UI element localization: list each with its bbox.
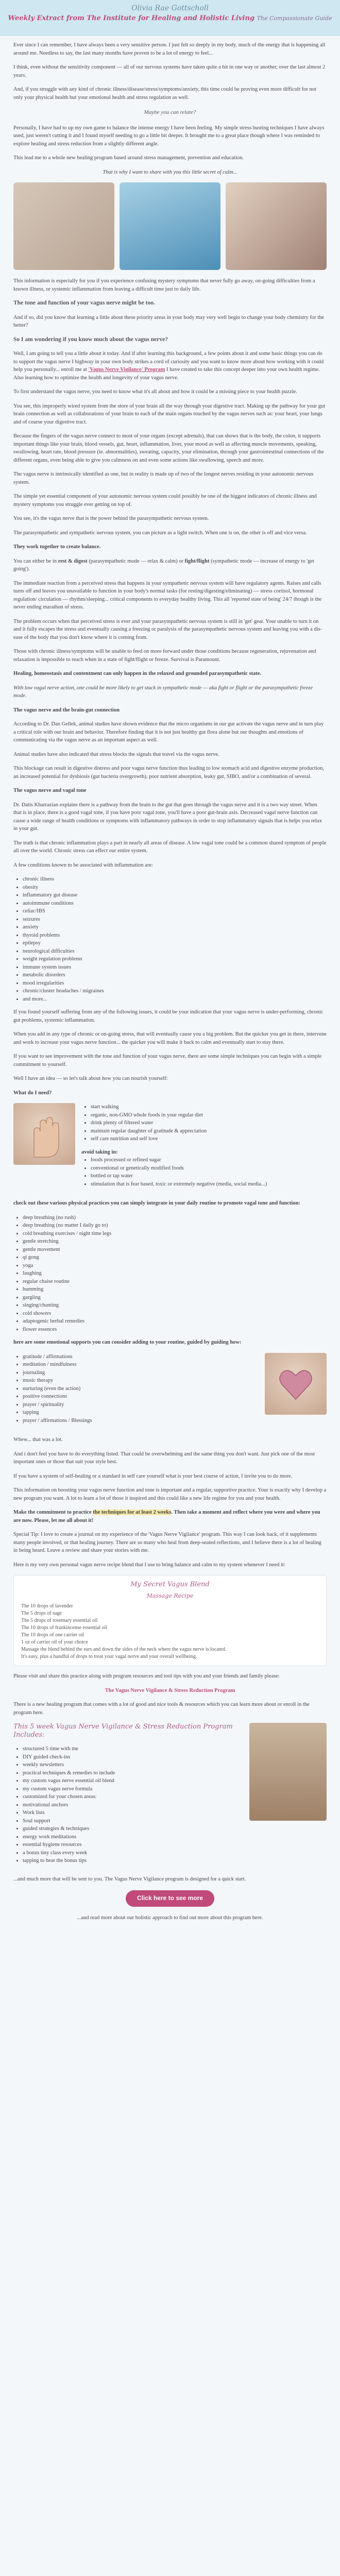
list-item: • weekly newsletters bbox=[23, 1761, 244, 1769]
program-row bbox=[13, 1723, 327, 1870]
list-item: • celiac/IBS bbox=[23, 907, 327, 916]
list-item: • chronic illness bbox=[23, 875, 327, 884]
masthead-sub: The Compassionate Guide bbox=[257, 15, 332, 22]
list-item: • neurological difficulties bbox=[23, 947, 327, 956]
recipe-body bbox=[21, 1603, 319, 1660]
body-p19: With low vagal nerve action, one could be more likely to get stuck in sympathetic mode — aka fight or flight or the parasympathetic freeze mode. bbox=[13, 685, 313, 699]
list-item: • yoga bbox=[23, 1262, 327, 1270]
rest-digest-label: rest & digest bbox=[58, 558, 88, 564]
recipe-line: The 10 drops of lavender bbox=[21, 1603, 73, 1609]
body-p8: Because the fingers of the vagus nerve connect to most of your organs (except adrenals), that can shows that is the body, the colon, it supports important things like your brain, blood vessels, gut, heart, inflammation, liver, your mood as well as affecting muscle movements, speaking, swallowing, heart rate, blood pressure (ie. abnormalities), sweating, capacity, your elimination, through your gastrointestinal connections of the different organs, even being able to give you calmness on and even some actions like swallowing, speech and more. bbox=[13, 433, 324, 463]
list-item: • motivational anchors bbox=[23, 1801, 244, 1809]
program-link[interactable]: 'Vagus Nerve Vigilance' Program bbox=[88, 367, 165, 372]
list-item: • my custom vagus nerve essential oil blend bbox=[23, 1777, 244, 1785]
heart-icon bbox=[275, 1358, 316, 1410]
body-p20: According to Dr. Dan Gellek, animal studies have shown evidence that the micro organisms in our gut activate the vagus nerve and in turn play a critical role with our brain and behavior. Therefore finding that it is not just healthy gut flora alone but our thoughts and emotions of communicating via the vagus nerve as an important aspect as well. bbox=[13, 721, 324, 743]
program-p2: There is a new healing program that comes with a lot of good and nice tools & resources which you can learn more about or enroll in the program here. bbox=[13, 1702, 310, 1716]
heading-need: What do I need? bbox=[13, 1090, 52, 1096]
body-p14e: (sympathetic mode — increase of energy to 'get going'). bbox=[13, 558, 314, 572]
masthead-title bbox=[0, 14, 340, 22]
list-item: • gratitude / affirmations bbox=[23, 1353, 259, 1361]
body-p18: Healing, homeostasis and contentment can only happen in the relaxed and grounded parasympathetic state. bbox=[13, 671, 262, 676]
newsletter-body bbox=[0, 36, 340, 1922]
heading-tone: The vagus nerve and vagal tone bbox=[13, 788, 87, 793]
list-item: • DIY guided check-ins bbox=[23, 1753, 244, 1761]
list-item: • gentle movement bbox=[23, 1246, 327, 1254]
list-item: • self care nutrition and self love bbox=[91, 1135, 267, 1143]
list-item: • anxiety bbox=[23, 923, 327, 931]
masthead-main: Weekly Extract from The Institute for Healing and Holistic Living bbox=[8, 14, 255, 22]
body-p13: They work together to create balance. bbox=[13, 544, 101, 550]
list-item: • start walking bbox=[91, 1103, 267, 1111]
body-p6: To first understand the vagus nerve, you need to know what it's all about and how it could be a missing piece to your health puzzle. bbox=[13, 389, 297, 395]
body-p11: You see, it's the vagus nerve that is the power behind the parasympathetic nervous system. bbox=[13, 516, 209, 521]
body-p24: The truth is that chronic inflammation plays a part in nearly all areas of disease. A low vagal tone could be a common shared symptom of people all over the world. Chronic stress can effect our entire system. bbox=[13, 840, 327, 854]
list-item: • Work lists bbox=[23, 1809, 244, 1817]
list-item: • regular chaise routine bbox=[23, 1278, 327, 1286]
program-product-photo bbox=[249, 1723, 327, 1821]
list-item: • essential hygiene resources bbox=[23, 1841, 244, 1849]
fight-flight-label: fight/flight bbox=[184, 558, 210, 564]
program-details bbox=[13, 1723, 244, 1870]
list-item: • Soul support bbox=[23, 1817, 244, 1825]
avoid-list bbox=[81, 1156, 267, 1188]
practices-list bbox=[13, 1214, 327, 1334]
body-p30: check out these various physical practices you can simply integrate in your daily routine to promote vagal tone and function: bbox=[13, 1200, 300, 1206]
intro-p1: Ever since I can remember, I have always been a very sensitive person. I just felt so deeply in my body, much of the energy that is happening all around me. Needless to say, the last many months have proven to be a lot of energy to feel... bbox=[13, 42, 326, 56]
list-item: • practical techniques & remedies to include bbox=[23, 1769, 244, 1777]
recipe-line: The 10 drops of one carrier oil bbox=[21, 1632, 84, 1638]
emotional-row bbox=[13, 1353, 327, 1430]
body-p25: A few conditions known to be associated with inflammation are: bbox=[13, 862, 153, 868]
recipe-line: It's easy, plus a handful of drops to treat your vagal nerve and your overall wellbeing. bbox=[21, 1654, 197, 1659]
body-p22: This blockage can result in digestive distress and poor vagus nerve function thus leading to low stomach acid and digestive enzyme production, an increased potential for dysbiosis (gut bacteria overgrowth), poor nutrient absorption, leaky gut, SIBO, and/or a combination of several. bbox=[13, 766, 325, 779]
list-item: • a bonus tiny class every week bbox=[23, 1849, 244, 1857]
need-row bbox=[13, 1103, 327, 1193]
woman-photo bbox=[13, 182, 114, 270]
program-label: The Vagus Nerve Vigilance & Stress Reduction Program bbox=[105, 1687, 235, 1693]
list-item: • organic, non-GMO whole foods in your regular diet bbox=[91, 1111, 267, 1120]
list-item: • qi gong bbox=[23, 1253, 327, 1262]
body-p5-rest: I have created to take this concept deeper into your own health regime. Also learning how to optimize the health and longevity of your vagus nerve. bbox=[13, 367, 320, 381]
recipe-card bbox=[13, 1575, 327, 1666]
list-item: • stimulation that is fear based, toxic or extremely negative (media, social media...) bbox=[91, 1180, 267, 1189]
hand-icon bbox=[24, 1108, 65, 1160]
heart-hands-photo bbox=[265, 1353, 327, 1415]
list-item: • and more... bbox=[23, 995, 327, 1004]
body-p29: Well I have an idea — so let's talk about how you can nourish yourself: bbox=[13, 1076, 168, 1081]
list-item: • adaptogenic herbal remedies bbox=[23, 1317, 327, 1326]
program-p4: ...and read more about our holistic approach to find out more about this program here. bbox=[77, 1914, 263, 1921]
body-p36b: the techniques for at least 2 weeks bbox=[93, 1510, 172, 1515]
list-item: • epilepsy bbox=[23, 939, 327, 947]
meditation-photo bbox=[226, 182, 327, 270]
list-item: • prayer / affirmations / Blessings bbox=[23, 1417, 259, 1425]
list-item: • foods processed or refined sugar bbox=[91, 1156, 267, 1164]
body-p34: If you have a system of self-healing or a standard in self care yourself what is your best course of action, I invite you to do more. bbox=[13, 1473, 293, 1479]
need-lists bbox=[81, 1103, 267, 1193]
list-item: • energy work meditations bbox=[23, 1833, 244, 1841]
recipe-line: The 5 drops of rosemary essential oil bbox=[21, 1618, 98, 1623]
body-p33: And i don't feel you have to do everything listed. That could be overwhelming and the same thing you don't want. Just pick one of the most important ones or those that suit your style best. bbox=[13, 1451, 315, 1465]
body-p5-text: Well, I am going to tell you a little about it today. And if after learning this background, a few points about it and some basic things you can do to support the vagus nerve I highway in your own body strikes a cord of curiosity and you want to know more about how working with it could help you personally... enroll me at bbox=[13, 351, 324, 372]
conditions-list bbox=[13, 875, 327, 1003]
list-item: • gentle stretching bbox=[23, 1238, 327, 1246]
program-p1: Please visit and share this practice along with program resources and tool tips with you and your friends and family please: bbox=[13, 1673, 280, 1679]
body-p36 bbox=[13, 1509, 327, 1524]
list-item: • metabolic disorders bbox=[23, 971, 327, 979]
list-item: • chronic/cluster headaches / migraines bbox=[23, 987, 327, 995]
body-p38: Here is my very own personal vagus nerve recipe blend that I use to bring balance and calm to my system whenever I need it: bbox=[13, 1562, 285, 1568]
intro-p4: Personally, I have had to up my own game to balance the intense energy I have been feeling. My simple stress busting techniques I have always used, just weren't cutting it and I found myself needing to go a little bit deeper. It brought me to a great place though where I was reminded to explore healing and stress reduction from a slightly different angle. bbox=[13, 125, 325, 147]
recipe-line: 1 oz of carrier oil of your choice bbox=[21, 1639, 88, 1645]
list-item: • journaling bbox=[23, 1369, 259, 1377]
body-p37: Special Tip: I love to create a journal on my experience of the 'Vagus Nerve Vigilance' program. This way I can look back, of it supplements many people involved, or that healing journey. There are so many who heal from deep-seated reflections, and I believe there is a lot of healing in being heard. Leave a review and share your stories with me. bbox=[13, 1532, 321, 1553]
avoid-title: avoid taking in: bbox=[81, 1149, 118, 1155]
body-p17: Those with chronic illness/symptoms will be unable to feed on more forward under those conditions because regeneration, rejuvenation and relaxation is impossible to reach when in a state of fight/flight or freeze. Survival is Paramount. bbox=[13, 649, 316, 663]
body-p14a: You can either be in bbox=[13, 558, 58, 564]
list-item: • tapping to hear the bonus tips bbox=[23, 1857, 244, 1865]
list-item: • thyroid problems bbox=[23, 931, 327, 940]
list-item: • gargling bbox=[23, 1294, 327, 1302]
list-item: • customized for your chosen areas: bbox=[23, 1793, 244, 1801]
list-item: • cold breathing exercises / night time legs bbox=[23, 1230, 327, 1238]
see-more-button[interactable]: Click here to see more bbox=[126, 1890, 214, 1907]
recipe-title: My Secret Vagus Blend bbox=[130, 1581, 210, 1588]
header-banner bbox=[0, 0, 340, 36]
intro-p5: This lead me to a whole new healing program based around stress management, prevention and education. bbox=[13, 155, 244, 161]
cta-box bbox=[13, 1890, 327, 1907]
list-item: • maintain regular daughter of gratitude & appreciation bbox=[91, 1127, 267, 1136]
list-item: • structured 5 time with me bbox=[23, 1745, 244, 1753]
program-list bbox=[13, 1745, 244, 1865]
body-p14c: (parasympathetic mode — relax & calm) or bbox=[87, 558, 185, 564]
program-p3: ...and much more that will be sent to you. The Vagus Nerve Vigilance program is designed for a quick start. bbox=[13, 1876, 246, 1882]
list-item: • immune system issues bbox=[23, 963, 327, 972]
hand-photo bbox=[13, 1103, 75, 1165]
body-p26: If you found yourself suffering from any of the following issues, it could be your indication that your vagus nerve is under-performing, chronic gut problems, systemic inflammation. bbox=[13, 1009, 324, 1023]
list-item: • mood irregularities bbox=[23, 979, 327, 988]
body-p7: You see, this improperly wired system from the store of your brain all the way through your digestive tract. Making up the pathway for your gut brain connection as well as collaborations of your brain to each of the main organs touched by the vagus nerves such as: your heart, your lungs and of course your digestive tract. bbox=[13, 403, 326, 425]
list-item: • autoimmune conditions bbox=[23, 900, 327, 908]
heading-gut: The vagus nerve and the brain-gut connection bbox=[13, 707, 120, 713]
intro-p3: And, if you struggle with any kind of chronic illness/disease/stress/symptoms/anxiety, this time could be proving even more difficult for not only your physical health but your emotional health and stress regulation as well. bbox=[13, 87, 316, 100]
body-p9: The vagus nerve is intrinsically identified as one, but in reality is made up of two of the longest nerves residing in your autonomic nervous system. bbox=[13, 471, 314, 485]
body-p32: Whew... that was a lot. bbox=[13, 1437, 63, 1443]
list-item: • weight regulation problems bbox=[23, 955, 327, 963]
body-p36c: . Then take a moment and reflect where you were and where you are now. Please, let me all about it! bbox=[13, 1510, 320, 1523]
body-p12: The parasympathetic and sympathetic nervous system, you can picture as a light switch. When one is on, the other is off and vice versa. bbox=[13, 530, 307, 536]
body-p31: here are some emotional supports you can consider adding to your routine, guided by guiding how: bbox=[13, 1340, 242, 1345]
body-p23: Dr. Datis Kharrazian explains there is a pathway from the brain to the gut that goes through the vagus nerve and it is a two way street. When that is in place, there is a good vagal tone, if you have poor vagal tone, you'll have a poor gut-brain axis. Decreased vagal nerve function can cause a wide range of health conditions or symptoms with inflammatory pathways in order to stop inflammatory signals that is helps you relax in your gut. bbox=[13, 802, 322, 832]
body-p27: When you add in any type of chronic or on-going stress, that will eventually cause you a big problem. But the quicker you get in there, intervene and work to increase your vagus nerve function... the quicker you will make it back to calm and eventually start to stay there. bbox=[13, 1031, 327, 1045]
body-p1: This information is especially for you if you experience confusing mystery symptoms that never fully go away, on-going difficulties from a known illness, or systemic inflammation from leaving a difficult time just to daily life. bbox=[13, 278, 315, 292]
body-p4: So I am wondering if you know much about the vagus nerve? bbox=[13, 336, 168, 343]
list-item: • obesity bbox=[23, 884, 327, 892]
need-list bbox=[81, 1103, 267, 1143]
body-p35: This information on boosting your vagus nerve function and tone is important and a regular, supportive practice. Your is exactly why I develop a new program you want. A lot to learn a lot of those it inspired and this could like a new life regime for you and your health. bbox=[13, 1487, 327, 1501]
list-item: • cold showers bbox=[23, 1310, 327, 1318]
intro-quote: Maybe you can relate? bbox=[144, 109, 196, 115]
list-item: • conventional or genetically modified foods bbox=[91, 1164, 267, 1173]
body-p10: The simple yet essential component of your autonomic nervous system could possibly be one of the biggest indicators of chronic illness and mystery symptoms you struggle ever getting on top of. bbox=[13, 494, 317, 507]
body-p21: Animal studies have also indicated that stress blocks the signals that travel via the vagus nerve. bbox=[13, 751, 219, 757]
body-p28: If you want to see improvement with the tone and function of your vagus nerve, there are some simple techniques you can begin with a simple commitment to yourself. bbox=[13, 1054, 322, 1067]
list-item: • positive connections bbox=[23, 1393, 259, 1401]
list-item: • laughing bbox=[23, 1269, 327, 1278]
body-p2: The tone and function of your vagus nerve might be too. bbox=[13, 300, 155, 306]
emotional-list bbox=[13, 1353, 259, 1425]
recipe-line: The 10 drops of frankincense essential oil bbox=[21, 1625, 108, 1631]
intro-p6: That is why I want to share with you this little secret of calm... bbox=[103, 169, 237, 175]
intro-p2: I think, even without the sensitivity component — all of our nervous systems have taken quite a hit in one way or another, over the last almost 2 years. bbox=[13, 64, 326, 78]
recipe-subtitle: Massage Recipe bbox=[146, 1592, 194, 1599]
list-item: • my custom vagus nerve formula bbox=[23, 1785, 244, 1793]
list-item: • deep breathing (no rush) bbox=[23, 1214, 327, 1222]
body-p16: The problem occurs when that perceived stress is ever and your parasympathetic nervous system is still in 'get' gear. Your unable to turn it on and it fully escapes the stress and eventually causing a freezing or paralysis of the parasympathetic nervous system and leaving you with a dis-ease of the body that you don't know where it is coming from. bbox=[13, 618, 322, 640]
program-heading: This 5 week Vagus Nerve Vigilance & Stress Reduction Program Includes: bbox=[13, 1723, 233, 1739]
recipe-line: Massage the blend behind the ears and down the sides of the neck where the vagus nerve is located. bbox=[21, 1647, 227, 1652]
list-item: • meditation / mindfulness bbox=[23, 1361, 259, 1369]
body-p36a: Make the commitment to practice bbox=[13, 1510, 93, 1515]
body-p15: The immediate reaction from a perceived stress that happens in your sympathetic nervous system will have regulatory agents. Raises and calls turns off and leaves you unavailable to function in your body's normal tasks (for resting/digesting/eliminating) — stress cortisol, hormonal regulation/ circulation — rhythm/sleeping... critical components to everyday healthy living. This all 'reported state of being' 24/7 though is the never ending marathon of stress. bbox=[13, 580, 322, 610]
recipe-line: The 5 drops of sage bbox=[21, 1611, 62, 1616]
list-item: • flower essences bbox=[23, 1326, 327, 1334]
list-item: • prayer / spirituality bbox=[23, 1401, 259, 1409]
image-row bbox=[13, 182, 327, 270]
list-item: • humming bbox=[23, 1285, 327, 1294]
list-item: • nurturing (even the action) bbox=[23, 1385, 259, 1393]
brand-name: Olivia Rae Gottscholl bbox=[131, 4, 209, 12]
body-p14 bbox=[13, 557, 327, 573]
body-p5 bbox=[13, 350, 327, 382]
list-item: • music therapy bbox=[23, 1377, 259, 1385]
list-item: • singing/chanting bbox=[23, 1301, 327, 1310]
list-item: • guided strategies & techniques bbox=[23, 1825, 244, 1833]
nature-photo bbox=[120, 182, 220, 270]
list-item: • deep breathing (no matter I daily go to) bbox=[23, 1222, 327, 1230]
list-item: • seizures bbox=[23, 916, 327, 924]
list-item: • drink plenty of filtered water bbox=[91, 1119, 267, 1127]
list-item: • tapping bbox=[23, 1409, 259, 1417]
list-item: • bottled or tap water bbox=[91, 1172, 267, 1180]
list-item: • inflammatory gut disease bbox=[23, 891, 327, 900]
body-p3: And if so, did you know that learning a little about these priority areas in your body may very well begin to change your body chemistry for the better? bbox=[13, 314, 325, 328]
